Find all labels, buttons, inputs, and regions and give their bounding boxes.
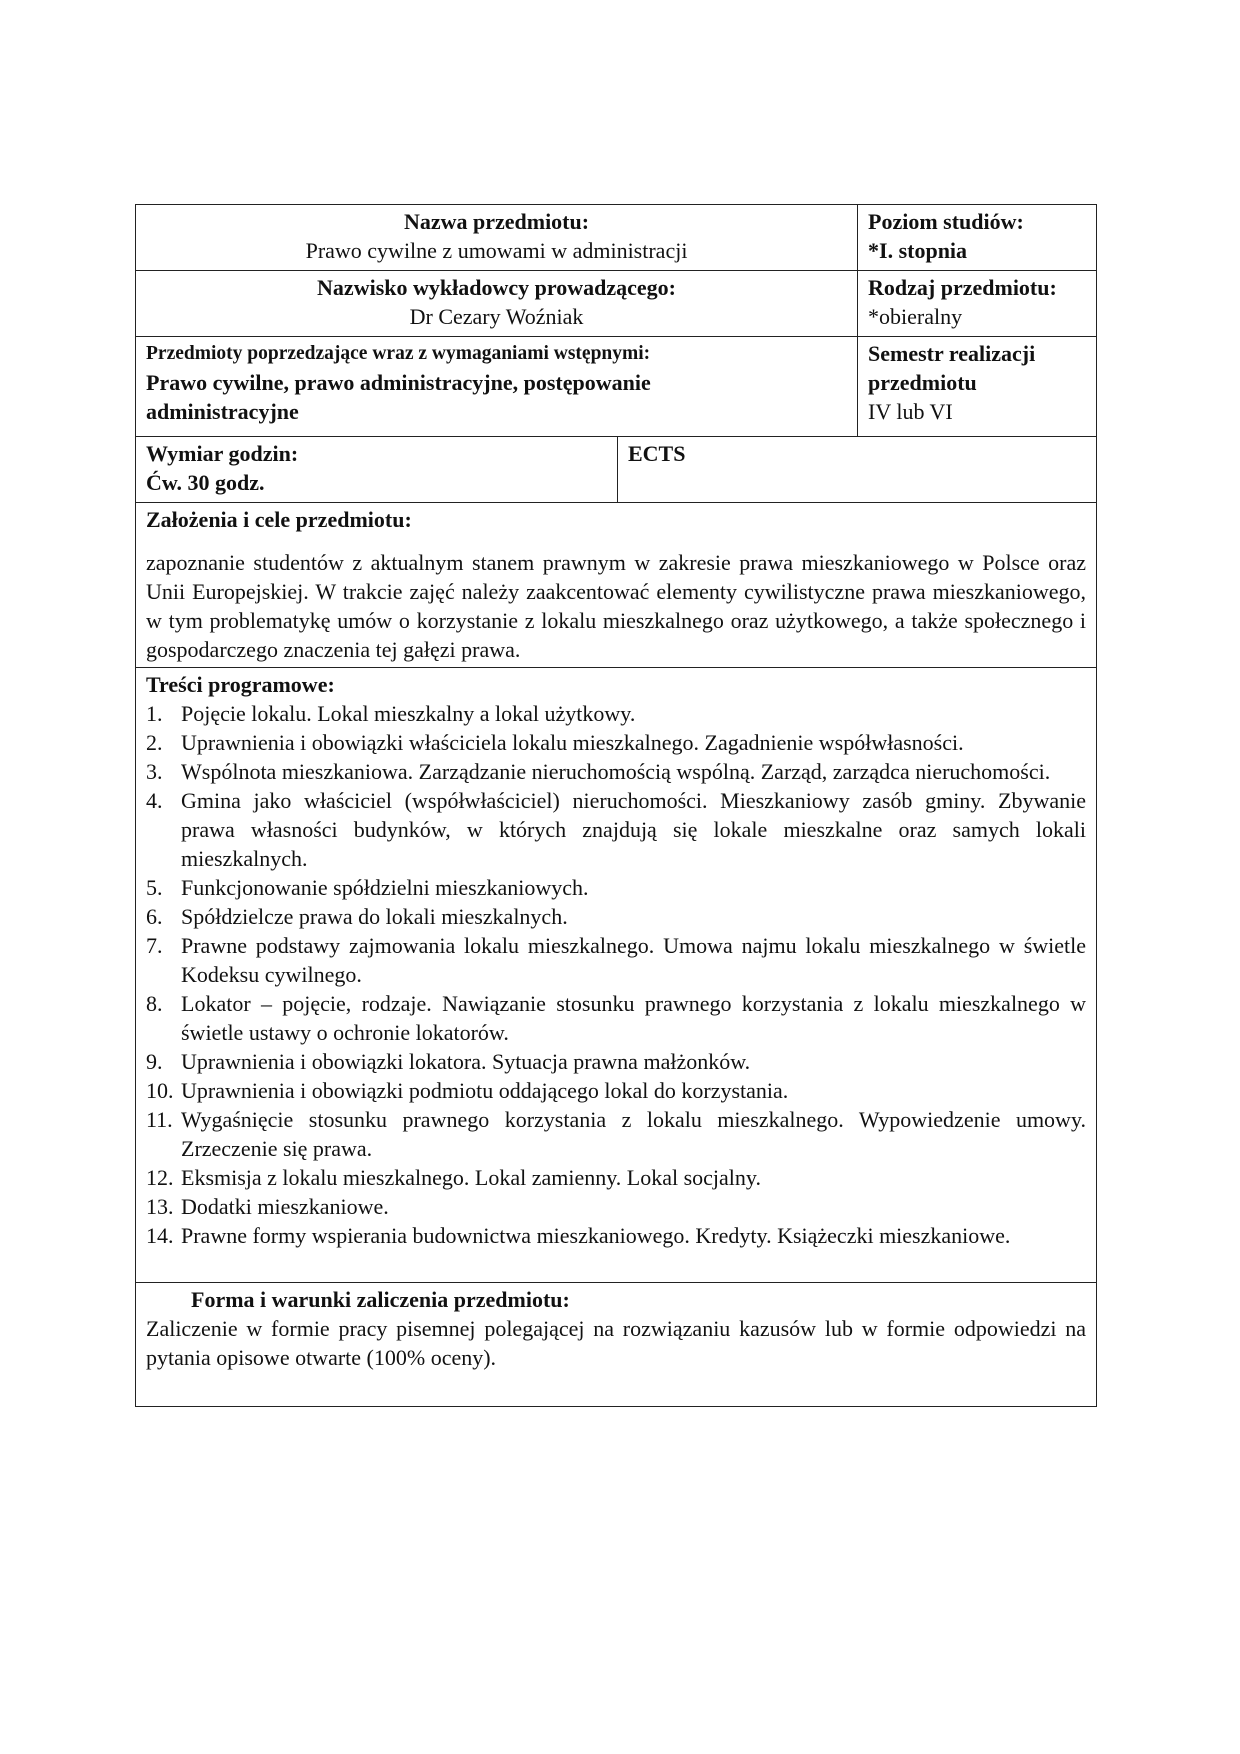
program-topic-number: 4. [146,788,163,813]
program-topic-text: Pojęcie lokalu. Lokal mieszkalny a lokal użytkowy. [181,701,636,726]
program-cell [136,668,1097,1283]
program-topic-number: 14. [146,1223,174,1248]
assessment-text: Zaliczenie w formie pracy pisemnej polegającej na rozwiązaniu kazusów lub w formie odpowiedzi na pytania opisowe otwarte (100% oceny). [146,1316,1087,1370]
program-topic-number: 5. [146,875,163,900]
program-topic-text: Uprawnienia i obowiązki lokatora. Sytuacja prawna małżonków. [181,1049,751,1074]
program-topic-text: Lokator – pojęcie, rodzaje. Nawiązanie stosunku prawnego korzystania z lokalu mieszkalnego w świetle ustawy o ochronie lokatorów. [181,991,1087,1045]
program-topic-text: Spółdzielcze prawa do lokali mieszkalnych. [181,904,568,929]
prerequisites-cell [136,337,858,437]
assessment-cell [136,1283,1097,1407]
program-label: Treści programowe: [146,672,335,697]
program-topic-text: Funkcjonowanie spółdzielni mieszkaniowych. [181,875,589,900]
course-type-value: *obieralny [868,304,963,329]
program-topic-text: Prawne formy wspierania budownictwa mieszkaniowego. Kredyty. Książeczki mieszkaniowe. [181,1223,1011,1248]
program-topic-list [146,699,1086,1250]
assessment-row [136,1283,1097,1407]
syllabus-sheet [135,204,1096,1407]
course-type-cell [858,271,1097,337]
study-level-cell [858,205,1097,271]
program-topic-item [146,728,1086,757]
course-name-row [136,205,1097,271]
program-topic-item [146,989,1086,1047]
study-level-label: Poziom studiów: [868,209,1024,234]
program-topic-text: Wygaśnięcie stosunku prawnego korzystania z lokalu mieszkalnego. Wypowiedzenie umowy. Zrzeczenie się prawa. [181,1107,1087,1161]
course-type-label: Rodzaj przedmiotu: [868,275,1057,300]
program-topic-text: Uprawnienia i obowiązki właściciela lokalu mieszkalnego. Zagadnienie współwłasności. [181,730,964,755]
semester-value: IV lub VI [868,399,953,424]
program-topic-number: 13. [146,1194,174,1219]
program-topic-item [146,1163,1086,1192]
course-name-label: Nazwa przedmiotu: [403,209,590,234]
program-topic-number: 8. [146,991,163,1016]
program-topic-item [146,902,1086,931]
program-topic-text: Uprawnienia i obowiązki podmiotu oddającego lokal do korzystania. [181,1078,789,1103]
program-topic-text: Gmina jako właściciel (współwłaściciel) nieruchomości. Mieszkaniowy zasób gminy. Zbywanie prawa własności budynków, w których znajdują się lokale mieszkalne oraz samych lokali mieszkalnych. [181,788,1087,871]
program-topic-item [146,1047,1086,1076]
program-topic-number: 9. [146,1049,163,1074]
program-topic-text: Dodatki mieszkaniowe. [181,1194,389,1219]
assessment-label: Forma i warunki zaliczenia przedmiotu: [191,1287,570,1312]
syllabus-table [135,204,1097,1407]
program-topic-number: 10. [146,1078,174,1103]
goals-cell [136,503,1097,668]
lecturer-name: Dr Cezary Woźniak [409,304,584,329]
hours-value: Ćw. 30 godz. [146,470,265,495]
program-topic-number: 1. [146,701,163,726]
prerequisites-label: Przedmioty poprzedzające wraz z wymaganiami wstępnymi: [146,343,651,364]
program-topic-item [146,873,1086,902]
program-topic-item [146,1105,1086,1163]
program-topic-item [146,757,1086,786]
program-topic-number: 6. [146,904,163,929]
ects-cell [618,437,1097,503]
program-topic-text: Prawne podstawy zajmowania lokalu mieszkalnego. Umowa najmu lokalu mieszkalnego w świetle Kodeksu cywilnego. [181,933,1087,987]
program-topic-item [146,1076,1086,1105]
program-topic-item [146,1192,1086,1221]
semester-label: Semestr realizacji przedmiotu [868,341,1036,395]
goals-row [136,503,1097,668]
program-topic-number: 12. [146,1165,174,1190]
program-topic-number: 3. [146,759,163,784]
course-name-value: Prawo cywilne z umowami w administracji [305,238,688,263]
program-topic-number: 7. [146,933,163,958]
hours-cell [136,437,618,503]
lecturer-label: Nazwisko wykładowcy prowadzącego: [317,275,676,300]
prerequisites-row [136,337,1097,437]
ects-label: ECTS [628,441,686,466]
program-topic-text: Wspólnota mieszkaniowa. Zarządzanie nieruchomością wspólną. Zarząd, zarządca nieruchomości. [181,759,1051,784]
program-topic-number: 11. [146,1107,173,1132]
program-row [136,668,1097,1283]
goals-text: zapoznanie studentów z aktualnym stanem prawnym w zakresie prawa mieszkaniowego w Polsce oraz Unii Europejskiej. W trakcie zajęć należy zaakcentować elementy cywilistyczne prawa mieszkaniowego, w tym problematykę umów o korzystanie z lokalu mieszkalnego oraz użytkowego, a także społecznego i gospodarczego znaczenia tej gałęzi prawa. [146,550,1087,662]
program-topic-text: Eksmisja z lokalu mieszkalnego. Lokal zamienny. Lokal socjalny. [181,1165,761,1190]
lecturer-row [136,271,1097,337]
program-topic-number: 2. [146,730,163,755]
program-topic-item [146,1221,1086,1250]
program-topic-item [146,699,1086,728]
course-name-cell [136,205,858,271]
hours-label: Wymiar godzin: [146,441,299,466]
program-topic-item [146,931,1086,989]
prerequisites-value: Prawo cywilne, prawo administracyjne, postępowanie administracyjne [146,370,651,424]
study-level-value: *I. stopnia [868,238,968,263]
lecturer-cell [136,271,858,337]
semester-cell [858,337,1097,437]
goals-label: Założenia i cele przedmiotu: [146,507,412,532]
program-topic-item [146,786,1086,873]
hours-row [136,437,1097,503]
